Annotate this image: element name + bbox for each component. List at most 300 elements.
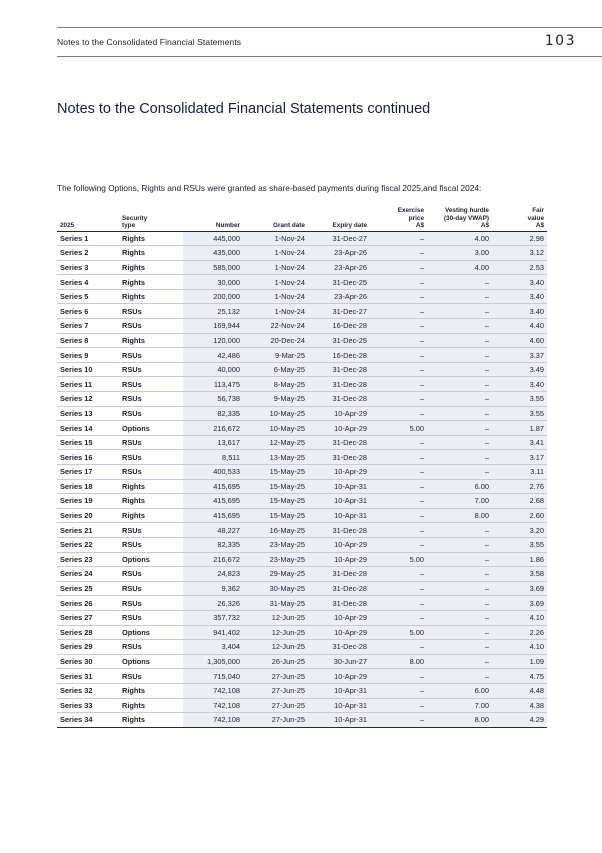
- series-cell: Series 4: [57, 275, 119, 290]
- exercise-price-cell: –: [370, 275, 427, 290]
- security-type-cell: Rights: [119, 231, 183, 246]
- table-row: [57, 348, 547, 363]
- page-number: 103: [544, 33, 576, 49]
- exercise-price-cell: –: [370, 348, 427, 363]
- series-cell: Series 34: [57, 713, 119, 728]
- expiry-date-cell: 10-Apr-31: [308, 683, 370, 698]
- col-header-vesting-hurdle: Vesting hurdle (30-day VWAP) A$: [427, 201, 492, 231]
- col-header-grant-date: Grant date: [243, 201, 308, 231]
- fair-value-cell: 3.37: [492, 348, 547, 363]
- exercise-price-cell: –: [370, 246, 427, 261]
- expiry-date-cell: 23-Apr-26: [308, 246, 370, 261]
- number-cell: 82,335: [183, 406, 243, 421]
- exercise-price-cell: –: [370, 406, 427, 421]
- fair-value-cell: 4.40: [492, 319, 547, 334]
- table-row: [57, 610, 547, 625]
- table-row: [57, 567, 547, 582]
- grant-date-cell: 27-Jun-25: [243, 698, 308, 713]
- expiry-date-cell: 31-Dec-28: [308, 567, 370, 582]
- series-cell: Series 31: [57, 669, 119, 684]
- grant-date-cell: 15-May-25: [243, 465, 308, 480]
- grant-date-cell: 23-May-25: [243, 537, 308, 552]
- table-row: [57, 537, 547, 552]
- running-header-title: Notes to the Consolidated Financial Statements: [57, 37, 242, 47]
- series-cell: Series 15: [57, 435, 119, 450]
- expiry-date-cell: 10-Apr-29: [308, 421, 370, 436]
- vesting-hurdle-cell: –: [427, 537, 492, 552]
- table-row: [57, 333, 547, 348]
- security-type-cell: RSUs: [119, 450, 183, 465]
- series-cell: Series 23: [57, 552, 119, 567]
- number-cell: 169,944: [183, 319, 243, 334]
- series-cell: Series 13: [57, 406, 119, 421]
- exercise-price-cell: –: [370, 377, 427, 392]
- series-cell: Series 20: [57, 508, 119, 523]
- exercise-price-cell: –: [370, 596, 427, 611]
- vesting-hurdle-cell: –: [427, 289, 492, 304]
- fair-value-cell: 4.29: [492, 713, 547, 728]
- fair-value-cell: 2.26: [492, 625, 547, 640]
- vesting-hurdle-cell: –: [427, 596, 492, 611]
- vesting-hurdle-cell: 8.00: [427, 508, 492, 523]
- exercise-price-cell: –: [370, 260, 427, 275]
- security-type-cell: RSUs: [119, 406, 183, 421]
- series-cell: Series 27: [57, 610, 119, 625]
- fair-value-cell: 3.55: [492, 392, 547, 407]
- table-row: [57, 275, 547, 290]
- expiry-date-cell: 10-Apr-31: [308, 698, 370, 713]
- number-cell: 113,475: [183, 377, 243, 392]
- grant-date-cell: 1-Nov-24: [243, 275, 308, 290]
- exercise-price-cell: –: [370, 465, 427, 480]
- table-row: [57, 319, 547, 334]
- fair-value-cell: 3.40: [492, 275, 547, 290]
- exercise-price-cell: –: [370, 581, 427, 596]
- vesting-hurdle-cell: 7.00: [427, 494, 492, 509]
- fair-value-cell: 3.20: [492, 523, 547, 538]
- security-type-cell: Options: [119, 654, 183, 669]
- expiry-date-cell: 10-Apr-31: [308, 479, 370, 494]
- number-cell: 435,000: [183, 246, 243, 261]
- fair-value-cell: 3.40: [492, 304, 547, 319]
- series-cell: Series 33: [57, 698, 119, 713]
- share-based-payments-table: [57, 201, 547, 728]
- vesting-hurdle-cell: –: [427, 348, 492, 363]
- expiry-date-cell: 16-Dec-28: [308, 319, 370, 334]
- vesting-hurdle-cell: –: [427, 669, 492, 684]
- exercise-price-cell: –: [370, 567, 427, 582]
- number-cell: 445,000: [183, 231, 243, 246]
- number-cell: 24,823: [183, 567, 243, 582]
- fair-value-cell: 3.55: [492, 406, 547, 421]
- series-cell: Series 26: [57, 596, 119, 611]
- grant-date-cell: 26-Jun-25: [243, 654, 308, 669]
- grant-date-cell: 1-Nov-24: [243, 304, 308, 319]
- grant-date-cell: 27-Jun-25: [243, 669, 308, 684]
- fair-value-cell: 3.17: [492, 450, 547, 465]
- vesting-hurdle-cell: –: [427, 362, 492, 377]
- vesting-hurdle-cell: –: [427, 421, 492, 436]
- fair-value-cell: 4.60: [492, 333, 547, 348]
- number-cell: 9,362: [183, 581, 243, 596]
- col-header-fair-value: Fair value A$: [492, 201, 547, 231]
- fair-value-cell: 3.55: [492, 537, 547, 552]
- expiry-date-cell: 31-Dec-27: [308, 304, 370, 319]
- exercise-price-cell: 8.00: [370, 654, 427, 669]
- grant-date-cell: 13-May-25: [243, 450, 308, 465]
- number-cell: 82,335: [183, 537, 243, 552]
- fair-value-cell: 4.48: [492, 683, 547, 698]
- security-type-cell: RSUs: [119, 640, 183, 655]
- number-cell: 400,533: [183, 465, 243, 480]
- table-header-row: [57, 201, 547, 231]
- table-row: [57, 508, 547, 523]
- vesting-hurdle-cell: –: [427, 275, 492, 290]
- expiry-date-cell: 23-Apr-26: [308, 289, 370, 304]
- exercise-price-cell: –: [370, 713, 427, 728]
- security-type-cell: Rights: [119, 683, 183, 698]
- grant-date-cell: 16-May-25: [243, 523, 308, 538]
- expiry-date-cell: 31-Dec-28: [308, 581, 370, 596]
- series-cell: Series 12: [57, 392, 119, 407]
- expiry-date-cell: 31-Dec-28: [308, 596, 370, 611]
- vesting-hurdle-cell: –: [427, 654, 492, 669]
- vesting-hurdle-cell: –: [427, 523, 492, 538]
- series-cell: Series 3: [57, 260, 119, 275]
- grant-date-cell: 8-May-25: [243, 377, 308, 392]
- grant-date-cell: 15-May-25: [243, 479, 308, 494]
- number-cell: 415,695: [183, 479, 243, 494]
- number-cell: 48,227: [183, 523, 243, 538]
- vesting-hurdle-cell: –: [427, 319, 492, 334]
- expiry-date-cell: 31-Dec-28: [308, 523, 370, 538]
- table-row: [57, 640, 547, 655]
- col-header-number: Number: [183, 201, 243, 231]
- expiry-date-cell: 16-Dec-28: [308, 348, 370, 363]
- vesting-hurdle-cell: –: [427, 581, 492, 596]
- grant-date-cell: 9-May-25: [243, 392, 308, 407]
- grant-date-cell: 6-May-25: [243, 362, 308, 377]
- number-cell: 26,326: [183, 596, 243, 611]
- exercise-price-cell: 5.00: [370, 421, 427, 436]
- table-row: [57, 406, 547, 421]
- exercise-price-cell: –: [370, 698, 427, 713]
- grant-date-cell: 31-May-25: [243, 596, 308, 611]
- grant-date-cell: 15-May-25: [243, 494, 308, 509]
- exercise-price-cell: –: [370, 537, 427, 552]
- expiry-date-cell: 10-Apr-29: [308, 669, 370, 684]
- number-cell: 42,486: [183, 348, 243, 363]
- exercise-price-cell: –: [370, 304, 427, 319]
- security-type-cell: RSUs: [119, 348, 183, 363]
- fair-value-cell: 1.09: [492, 654, 547, 669]
- series-cell: Series 5: [57, 289, 119, 304]
- grant-date-cell: 12-Jun-25: [243, 610, 308, 625]
- exercise-price-cell: –: [370, 319, 427, 334]
- number-cell: 941,402: [183, 625, 243, 640]
- series-cell: Series 16: [57, 450, 119, 465]
- grant-date-cell: 1-Nov-24: [243, 231, 308, 246]
- exercise-price-cell: –: [370, 289, 427, 304]
- number-cell: 8,511: [183, 450, 243, 465]
- vesting-hurdle-cell: –: [427, 406, 492, 421]
- security-type-cell: RSUs: [119, 465, 183, 480]
- table-row: [57, 523, 547, 538]
- expiry-date-cell: 31-Dec-28: [308, 392, 370, 407]
- exercise-price-cell: –: [370, 610, 427, 625]
- security-type-cell: Rights: [119, 333, 183, 348]
- exercise-price-cell: –: [370, 640, 427, 655]
- grant-date-cell: 15-May-25: [243, 508, 308, 523]
- fair-value-cell: 3.49: [492, 362, 547, 377]
- series-cell: Series 28: [57, 625, 119, 640]
- vesting-hurdle-cell: 8.00: [427, 713, 492, 728]
- number-cell: 415,695: [183, 508, 243, 523]
- fair-value-cell: 2.98: [492, 231, 547, 246]
- vesting-hurdle-cell: –: [427, 567, 492, 582]
- security-type-cell: Rights: [119, 246, 183, 261]
- header-rule-bottom: [57, 56, 602, 57]
- number-cell: 200,000: [183, 289, 243, 304]
- series-cell: Series 25: [57, 581, 119, 596]
- table-row: [57, 435, 547, 450]
- table-row: [57, 392, 547, 407]
- expiry-date-cell: 10-Apr-29: [308, 406, 370, 421]
- security-type-cell: RSUs: [119, 567, 183, 582]
- table-body: [57, 231, 547, 727]
- vesting-hurdle-cell: 4.00: [427, 260, 492, 275]
- grant-date-cell: 1-Nov-24: [243, 289, 308, 304]
- expiry-date-cell: 31-Dec-25: [308, 275, 370, 290]
- fair-value-cell: 4.38: [492, 698, 547, 713]
- exercise-price-cell: 5.00: [370, 625, 427, 640]
- vesting-hurdle-cell: –: [427, 333, 492, 348]
- vesting-hurdle-cell: –: [427, 304, 492, 319]
- expiry-date-cell: 10-Apr-31: [308, 494, 370, 509]
- security-type-cell: RSUs: [119, 537, 183, 552]
- fair-value-cell: 2.53: [492, 260, 547, 275]
- security-type-cell: RSUs: [119, 581, 183, 596]
- table-row: [57, 713, 547, 728]
- table-row: [57, 581, 547, 596]
- number-cell: 13,617: [183, 435, 243, 450]
- security-type-cell: RSUs: [119, 669, 183, 684]
- number-cell: 742,108: [183, 683, 243, 698]
- number-cell: 216,672: [183, 552, 243, 567]
- expiry-date-cell: 30-Jun-27: [308, 654, 370, 669]
- exercise-price-cell: –: [370, 392, 427, 407]
- grant-date-cell: 10-May-25: [243, 406, 308, 421]
- grant-date-cell: 12-Jun-25: [243, 640, 308, 655]
- fair-value-cell: 3.12: [492, 246, 547, 261]
- table-row: [57, 596, 547, 611]
- number-cell: 30,000: [183, 275, 243, 290]
- vesting-hurdle-cell: 6.00: [427, 479, 492, 494]
- expiry-date-cell: 10-Apr-29: [308, 465, 370, 480]
- fair-value-cell: 3.11: [492, 465, 547, 480]
- security-type-cell: Rights: [119, 275, 183, 290]
- expiry-date-cell: 10-Apr-29: [308, 625, 370, 640]
- header-rule-top: [57, 27, 602, 28]
- exercise-price-cell: –: [370, 479, 427, 494]
- table-row: [57, 289, 547, 304]
- exercise-price-cell: –: [370, 508, 427, 523]
- vesting-hurdle-cell: –: [427, 610, 492, 625]
- exercise-price-cell: –: [370, 494, 427, 509]
- grant-date-cell: 29-May-25: [243, 567, 308, 582]
- fair-value-cell: 3.69: [492, 596, 547, 611]
- fair-value-cell: 2.68: [492, 494, 547, 509]
- exercise-price-cell: –: [370, 450, 427, 465]
- security-type-cell: RSUs: [119, 435, 183, 450]
- vesting-hurdle-cell: 6.00: [427, 683, 492, 698]
- exercise-price-cell: –: [370, 362, 427, 377]
- series-cell: Series 19: [57, 494, 119, 509]
- series-cell: Series 1: [57, 231, 119, 246]
- grant-date-cell: 10-May-25: [243, 421, 308, 436]
- exercise-price-cell: –: [370, 435, 427, 450]
- intro-paragraph: The following Options, Rights and RSUs were granted as share-based payments during fiscal 2025,and fiscal 2024:: [57, 183, 482, 193]
- exercise-price-cell: –: [370, 523, 427, 538]
- number-cell: 415,695: [183, 494, 243, 509]
- number-cell: 56,738: [183, 392, 243, 407]
- expiry-date-cell: 31-Dec-28: [308, 450, 370, 465]
- grant-date-cell: 12-Jun-25: [243, 625, 308, 640]
- vesting-hurdle-cell: 4.00: [427, 231, 492, 246]
- expiry-date-cell: 31-Dec-28: [308, 362, 370, 377]
- table-row: [57, 625, 547, 640]
- table-row: [57, 698, 547, 713]
- vesting-hurdle-cell: –: [427, 640, 492, 655]
- fair-value-cell: 4.10: [492, 640, 547, 655]
- table-row: [57, 450, 547, 465]
- table-row: [57, 362, 547, 377]
- number-cell: 1,305,000: [183, 654, 243, 669]
- table-row: [57, 421, 547, 436]
- series-cell: Series 10: [57, 362, 119, 377]
- security-type-cell: RSUs: [119, 319, 183, 334]
- fair-value-cell: 3.69: [492, 581, 547, 596]
- vesting-hurdle-cell: –: [427, 435, 492, 450]
- series-cell: Series 21: [57, 523, 119, 538]
- number-cell: 742,108: [183, 713, 243, 728]
- table-row: [57, 260, 547, 275]
- col-header-expiry-date: Expiry date: [308, 201, 370, 231]
- series-cell: Series 30: [57, 654, 119, 669]
- fair-value-cell: 1.87: [492, 421, 547, 436]
- vesting-hurdle-cell: 7.00: [427, 698, 492, 713]
- security-type-cell: Rights: [119, 260, 183, 275]
- security-type-cell: Rights: [119, 713, 183, 728]
- security-type-cell: Options: [119, 625, 183, 640]
- security-type-cell: RSUs: [119, 596, 183, 611]
- grant-date-cell: 20-Dec-24: [243, 333, 308, 348]
- exercise-price-cell: –: [370, 669, 427, 684]
- page-title: Notes to the Consolidated Financial Statements continued: [57, 101, 431, 117]
- number-cell: 715,040: [183, 669, 243, 684]
- table-row: [57, 683, 547, 698]
- table-row: [57, 669, 547, 684]
- number-cell: 585,000: [183, 260, 243, 275]
- security-type-cell: Rights: [119, 289, 183, 304]
- security-type-cell: Options: [119, 421, 183, 436]
- series-cell: Series 9: [57, 348, 119, 363]
- table-row: [57, 552, 547, 567]
- number-cell: 742,108: [183, 698, 243, 713]
- series-cell: Series 24: [57, 567, 119, 582]
- vesting-hurdle-cell: –: [427, 465, 492, 480]
- series-cell: Series 17: [57, 465, 119, 480]
- fair-value-cell: 3.41: [492, 435, 547, 450]
- security-type-cell: RSUs: [119, 523, 183, 538]
- grant-date-cell: 12-May-25: [243, 435, 308, 450]
- security-type-cell: RSUs: [119, 377, 183, 392]
- fair-value-cell: 4.10: [492, 610, 547, 625]
- series-cell: Series 32: [57, 683, 119, 698]
- expiry-date-cell: 31-Dec-28: [308, 377, 370, 392]
- fair-value-cell: 2.76: [492, 479, 547, 494]
- col-header-security-type: Security type: [119, 201, 183, 231]
- series-cell: Series 14: [57, 421, 119, 436]
- grant-date-cell: 23-May-25: [243, 552, 308, 567]
- vesting-hurdle-cell: 3.00: [427, 246, 492, 261]
- fair-value-cell: 4.75: [492, 669, 547, 684]
- vesting-hurdle-cell: –: [427, 392, 492, 407]
- vesting-hurdle-cell: –: [427, 450, 492, 465]
- table-row: [57, 465, 547, 480]
- series-cell: Series 8: [57, 333, 119, 348]
- expiry-date-cell: 10-Apr-29: [308, 537, 370, 552]
- number-cell: 357,732: [183, 610, 243, 625]
- vesting-hurdle-cell: –: [427, 625, 492, 640]
- grant-date-cell: 27-Jun-25: [243, 683, 308, 698]
- expiry-date-cell: 31-Dec-27: [308, 231, 370, 246]
- grant-date-cell: 30-May-25: [243, 581, 308, 596]
- series-cell: Series 6: [57, 304, 119, 319]
- series-cell: Series 29: [57, 640, 119, 655]
- exercise-price-cell: 5.00: [370, 552, 427, 567]
- series-cell: Series 2: [57, 246, 119, 261]
- grant-date-cell: 9-Mar-25: [243, 348, 308, 363]
- security-type-cell: Options: [119, 552, 183, 567]
- exercise-price-cell: –: [370, 231, 427, 246]
- fair-value-cell: 3.40: [492, 289, 547, 304]
- security-type-cell: RSUs: [119, 610, 183, 625]
- series-cell: Series 7: [57, 319, 119, 334]
- security-type-cell: Rights: [119, 494, 183, 509]
- expiry-date-cell: 31-Dec-25: [308, 333, 370, 348]
- expiry-date-cell: 10-Apr-29: [308, 610, 370, 625]
- number-cell: 25,132: [183, 304, 243, 319]
- fair-value-cell: 3.58: [492, 567, 547, 582]
- table-row: [57, 654, 547, 669]
- expiry-date-cell: 10-Apr-31: [308, 713, 370, 728]
- exercise-price-cell: –: [370, 683, 427, 698]
- fair-value-cell: 3.40: [492, 377, 547, 392]
- table-row: [57, 479, 547, 494]
- expiry-date-cell: 10-Apr-31: [308, 508, 370, 523]
- col-header-exercise-price: Exercise price A$: [370, 201, 427, 231]
- exercise-price-cell: –: [370, 333, 427, 348]
- series-cell: Series 18: [57, 479, 119, 494]
- grant-date-cell: 1-Nov-24: [243, 260, 308, 275]
- table-row: [57, 304, 547, 319]
- security-type-cell: Rights: [119, 479, 183, 494]
- expiry-date-cell: 10-Apr-29: [308, 552, 370, 567]
- number-cell: 216,672: [183, 421, 243, 436]
- grant-date-cell: 22-Nov-24: [243, 319, 308, 334]
- grant-date-cell: 27-Jun-25: [243, 713, 308, 728]
